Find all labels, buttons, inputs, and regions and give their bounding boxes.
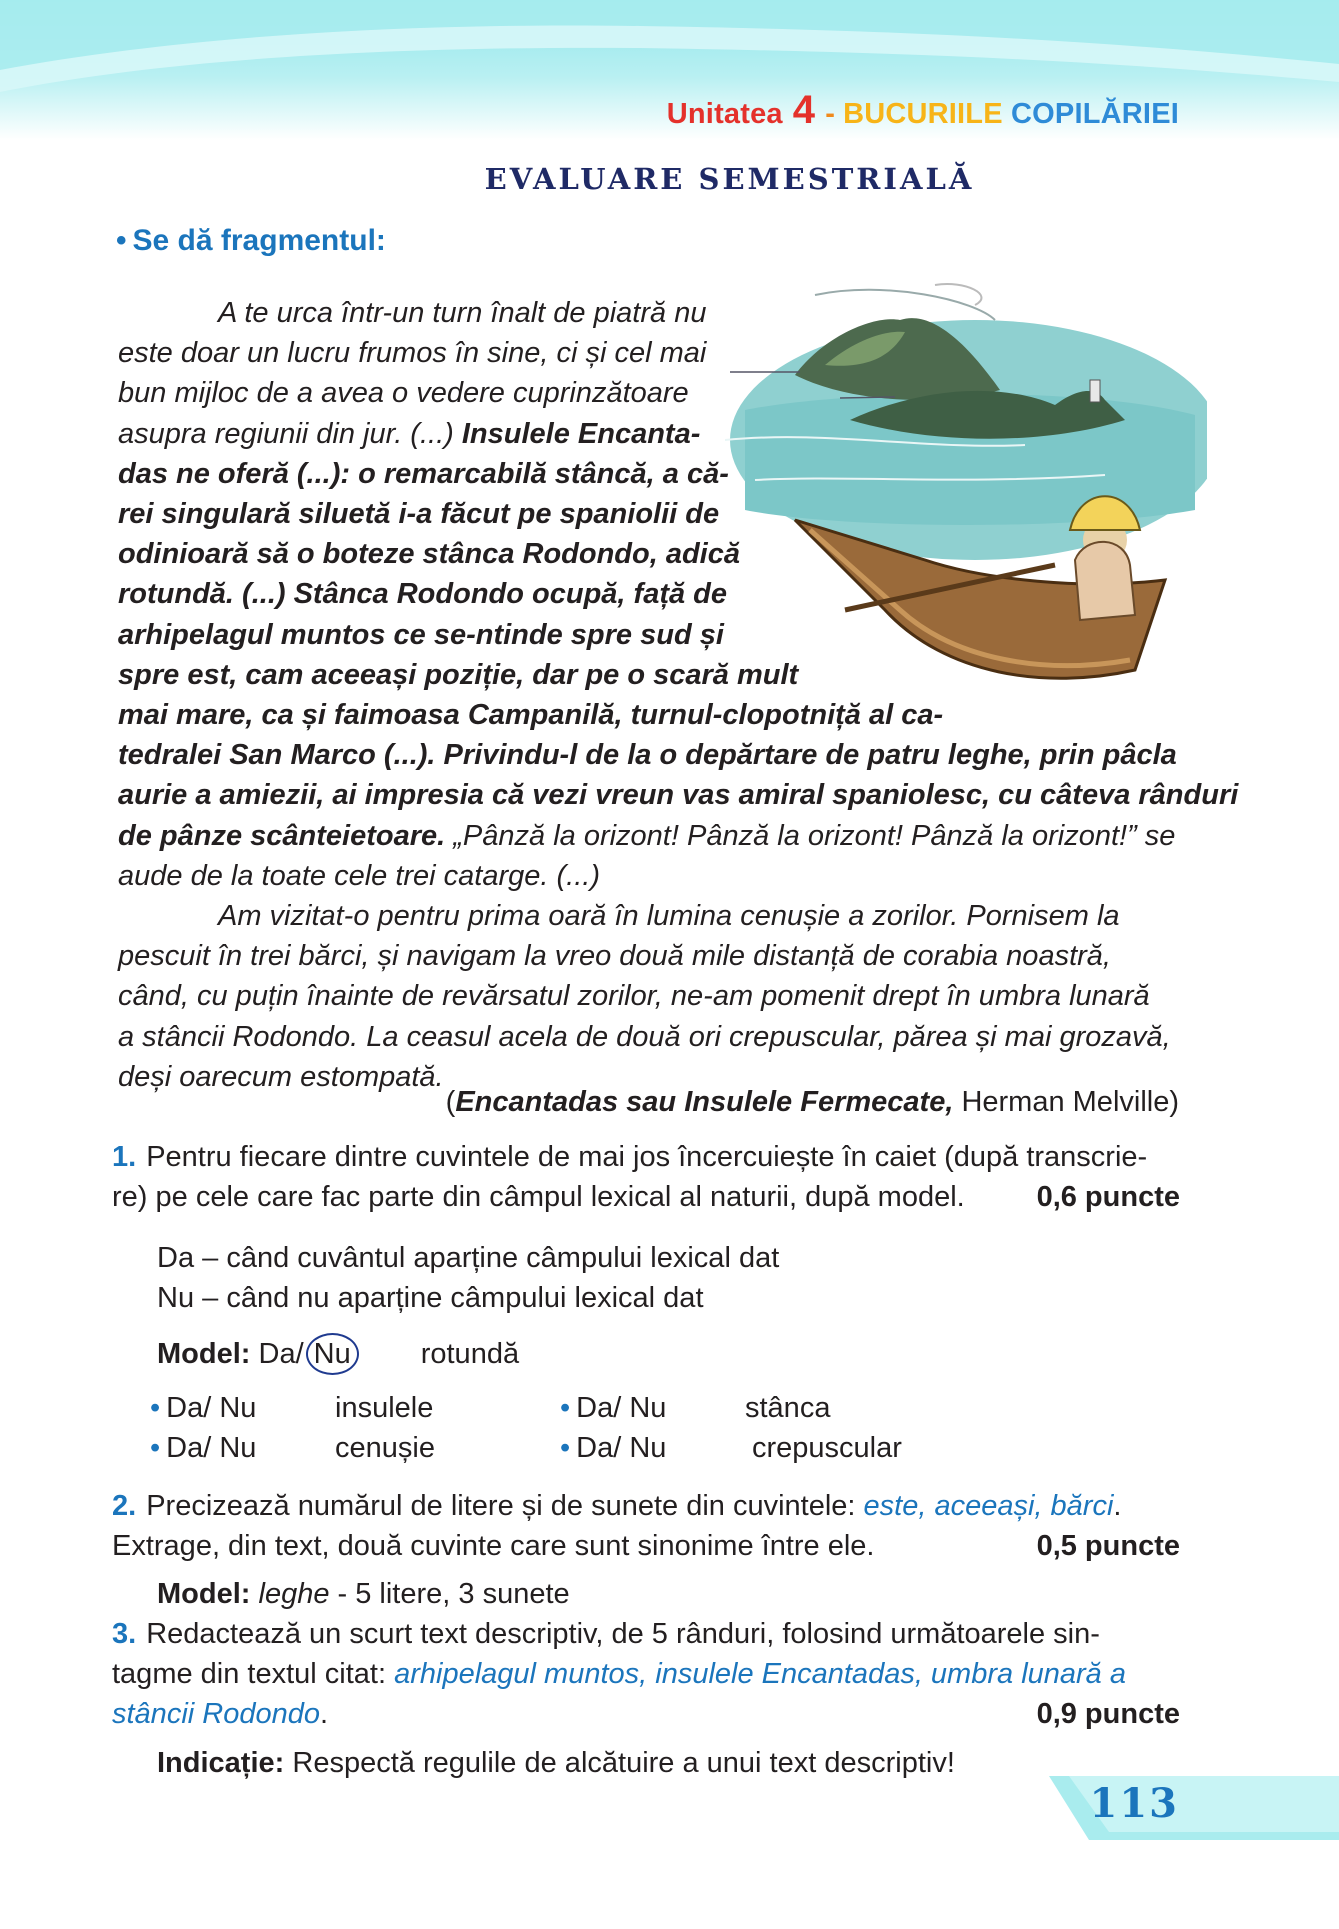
- task-text-end: .: [319, 1698, 329, 1730]
- fragment-line: [118, 615, 1180, 655]
- fragment-line: [118, 695, 1180, 735]
- unit-title-part2: COPILĂRIEI: [1011, 98, 1179, 130]
- hint-text: Respectă regulile de alcătuire a unui text descriptiv!: [284, 1747, 955, 1779]
- task-2-line1: [112, 1486, 1180, 1526]
- task-highlight: este, aceeași, bărci: [863, 1490, 1114, 1522]
- unit-label: Unitatea: [666, 98, 783, 130]
- option-word: stânca: [745, 1392, 831, 1424]
- unit-title-part1: BUCURIILE: [843, 98, 1003, 130]
- fragment-emphasis: aurie a amiezii, ai impresia că vezi vreun vas amiral spaniolesc, cu câteva rânduri: [118, 779, 1239, 812]
- option-item: [560, 1428, 666, 1468]
- fragment-text: asupra regiunii din jur. (...): [118, 417, 454, 450]
- bullet-icon: •: [150, 1432, 161, 1464]
- fragment-line: deși oarecum estompată.: [118, 1060, 444, 1093]
- fragment-line: pescuit în trei bărci, și navigam la vreo două mile distanță de corabia noastră,: [118, 940, 1111, 973]
- option-word: crepuscular: [752, 1432, 902, 1464]
- fragment-line: [118, 816, 1180, 856]
- task-text-end: .: [1113, 1490, 1122, 1522]
- fragment-emphasis: arhipelagul muntos ce se-ntinde spre sud și: [118, 618, 724, 651]
- task-1-options: [150, 1388, 950, 1468]
- fragment-line: Am vizitat-o pentru prima oară în lumina cenușie a zorilor. Pornisem la: [218, 900, 1120, 933]
- task-text: Pentru fiecare dintre cuvintele de mai jos încercuiește în caiet (după transcrie-: [146, 1141, 1148, 1173]
- legend-nu: Nu – când nu aparține câmpului lexical dat: [157, 1282, 704, 1314]
- fragment-line: când, cu puțin înainte de revărsatul zorilor, ne-am pomenit drept în umbra lunară: [118, 980, 1150, 1013]
- model-label: Model:: [157, 1578, 251, 1610]
- fragment-line: [118, 454, 1180, 494]
- fragment-line: [118, 574, 1180, 614]
- task-text: tagme din textul citat:: [112, 1658, 387, 1690]
- task-3-line3: [112, 1694, 1180, 1734]
- fragment-emphasis: rei singulară siluetă i-a făcut pe spaniolii de: [118, 498, 720, 531]
- unit-header: [667, 88, 1179, 133]
- task-1-line2: [112, 1177, 1180, 1217]
- fragment-line: [118, 414, 1180, 454]
- literary-fragment: [118, 293, 1239, 1097]
- fragment-line: [118, 534, 1180, 574]
- task-1: [112, 1137, 1180, 1217]
- option-word: insulele: [335, 1392, 434, 1424]
- unit-dash: -: [825, 98, 836, 130]
- fragment-emphasis: rotundă. (...) Stânca Rodondo ocupă, față de: [118, 578, 728, 611]
- option-word: cenușie: [335, 1432, 435, 1464]
- fragment-line: A te urca într-un turn înalt de piatră nu: [218, 297, 707, 329]
- circled-choice-nu: Nu: [306, 1333, 359, 1375]
- task-2-line2: [112, 1526, 1180, 1566]
- task-3-line2: [112, 1654, 1180, 1694]
- model-word: rotundă: [420, 1338, 520, 1370]
- task-text: Extrage, din text, două cuvinte care sunt sinonime între ele.: [112, 1530, 875, 1562]
- hint-label: Indicație:: [157, 1747, 285, 1779]
- legend-da: Da – când cuvântul aparține câmpului lexical dat: [157, 1242, 780, 1274]
- task-1-model: [157, 1333, 519, 1375]
- fragment-line: aude de la toate cele trei catarge. (...): [118, 859, 600, 892]
- fragment-text: „Pânză la orizont! Pânză la orizont! Pânză la orizont!” se: [453, 819, 1176, 852]
- fragment-emphasis: de pânze scânteietoare.: [118, 819, 446, 852]
- unit-number: 4: [792, 88, 816, 132]
- task-2-model: [157, 1574, 570, 1614]
- page-number: 113: [1089, 1780, 1179, 1827]
- model-choice-da: Da/: [258, 1338, 304, 1370]
- task-number: 2.: [112, 1490, 137, 1522]
- bullet-icon: •: [560, 1392, 571, 1424]
- fragment-line: bun mijloc de a avea o vedere cuprinzătoare: [118, 377, 689, 410]
- option-choice: Da/ Nu: [166, 1392, 257, 1424]
- page-title: EVALUARE SEMESTRIALĂ: [484, 162, 975, 196]
- task-text: re) pe cele care fac parte din câmpul lexical al naturii, după model.: [112, 1181, 965, 1213]
- task-points: 0,6 puncte: [1036, 1181, 1180, 1213]
- task-text: Redactează un scurt text descriptiv, de 5 rânduri, folosind următoarele sin-: [146, 1618, 1100, 1650]
- task-number: 3.: [112, 1618, 137, 1650]
- fragment-emphasis: odinioară să o boteze stânca Rodondo, adică: [118, 538, 740, 571]
- task-1-line1: [112, 1137, 1180, 1177]
- citation-author: Herman Melville): [961, 1086, 1179, 1118]
- option-choice: Da/ Nu: [166, 1432, 257, 1464]
- fragment-emphasis: spre est, cam aceeași poziție, dar pe o scară mult: [118, 658, 799, 691]
- bullet-icon: •: [560, 1432, 571, 1464]
- fragment-emphasis: tedralei San Marco (...). Privindu-l de la o depărtare de patru leghe, prin pâcla: [118, 739, 1177, 772]
- option-choice: Da/ Nu: [576, 1432, 667, 1464]
- task-points: 0,5 puncte: [1036, 1530, 1180, 1562]
- citation-open: (: [445, 1086, 456, 1118]
- task-3-line1: [112, 1614, 1180, 1654]
- option-item: [150, 1428, 256, 1468]
- task-text: Precizează numărul de litere și de sunete din cuvintele:: [146, 1490, 856, 1522]
- task-points: 0,9 puncte: [1036, 1698, 1180, 1730]
- task-number: 1.: [112, 1141, 137, 1173]
- fragment-emphasis: mai mare, ca și faimoasa Campanilă, turnul-clopotniță al ca-: [118, 699, 944, 732]
- task-3-hint: [157, 1743, 955, 1783]
- section-label: [116, 224, 386, 258]
- option-choice: Da/ Nu: [576, 1392, 667, 1424]
- fragment-line: [118, 494, 1180, 534]
- citation-work: Encantadas sau Insulele Fermecate,: [455, 1086, 954, 1118]
- option-item: [150, 1388, 256, 1428]
- task-1-legend: [157, 1238, 779, 1318]
- option-item: [560, 1388, 666, 1428]
- bullet-icon: •: [150, 1392, 161, 1424]
- fragment-line: [118, 735, 1180, 775]
- fragment-line: este doar un lucru frumos în sine, ci și cel mai: [118, 337, 707, 370]
- fragment-emphasis: das ne oferă (...): o remarcabilă stâncă, a că-: [118, 457, 729, 490]
- task-3: [112, 1614, 1180, 1734]
- bullet-icon: •: [116, 224, 127, 257]
- fragment-emphasis: Insulele Encanta-: [461, 417, 701, 450]
- task-2: [112, 1486, 1180, 1566]
- task-highlight: stâncii Rodondo: [112, 1698, 320, 1730]
- section-label-text: Se dă fragmentul:: [132, 224, 386, 257]
- model-label: Model:: [157, 1338, 251, 1370]
- source-citation: [446, 1086, 1179, 1119]
- fragment-line: a stâncii Rodondo. La ceasul acela de două ori crepuscular, părea și mai grozavă,: [118, 1020, 1171, 1053]
- fragment-line: [118, 775, 1239, 815]
- fragment-line: [118, 655, 1180, 695]
- model-word: leghe: [258, 1578, 330, 1610]
- model-detail: - 5 litere, 3 sunete: [329, 1578, 570, 1610]
- task-highlight: arhipelagul muntos, insulele Encantadas, umbra lunară a: [394, 1658, 1126, 1690]
